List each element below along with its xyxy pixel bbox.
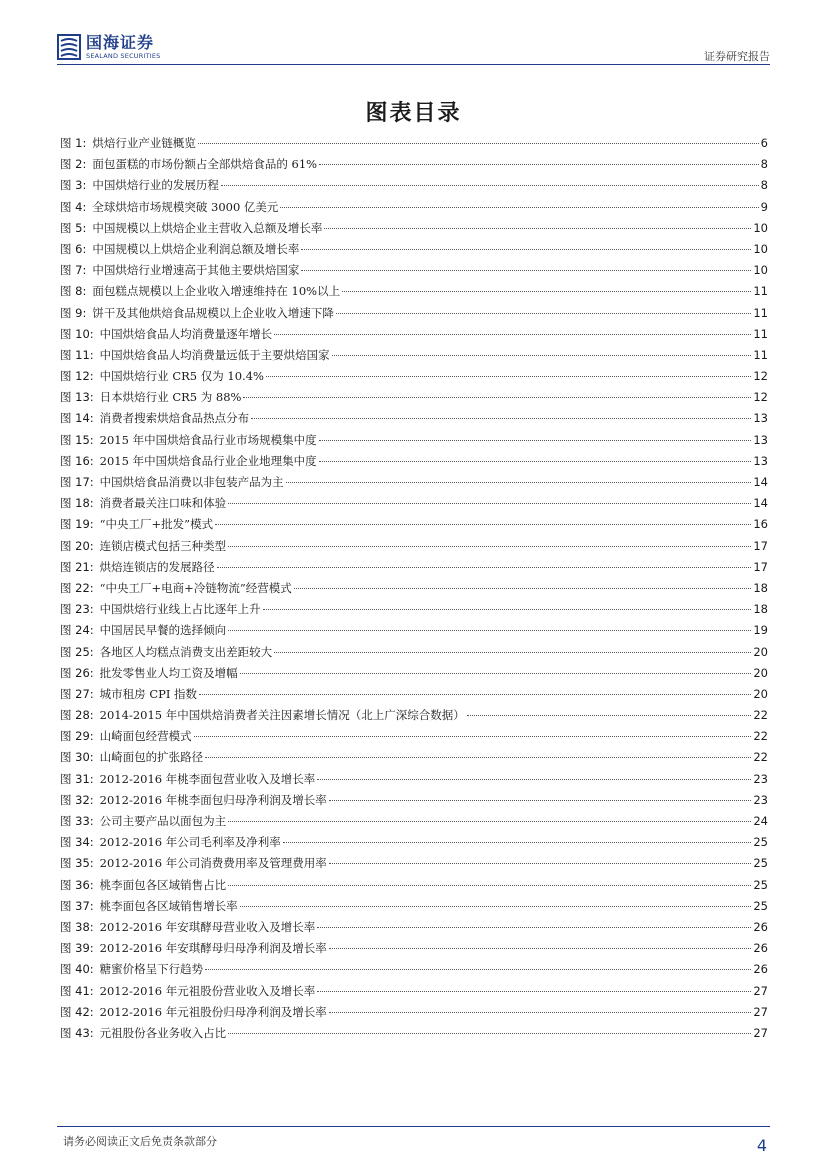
toc-entry[interactable] — [60, 430, 768, 451]
toc-leader-dots — [198, 143, 759, 144]
toc-leader-dots — [228, 503, 751, 504]
toc-entry-page[interactable]: 11 — [753, 284, 768, 299]
page-title: 图表目录 — [365, 100, 462, 126]
toc-leader-dots — [467, 715, 752, 716]
toc-entry[interactable] — [60, 408, 768, 429]
toc-leader-dots — [283, 842, 752, 843]
toc-entry-title[interactable]: 烘焙连锁店的发展路径 — [99, 559, 215, 574]
logo-text-en: SEALAND SECURITIES — [86, 52, 161, 60]
toc-leader-dots — [205, 969, 751, 970]
toc-entry-number: 图 14: — [60, 411, 94, 426]
toc-entry-title[interactable]: 桃李面包各区域销售增长率 — [99, 898, 238, 913]
toc-entry-title[interactable]: 中国烘焙食品消费以非包装产品为主 — [99, 475, 284, 489]
toc-entry-page[interactable]: 10 — [753, 263, 768, 278]
toc-entry[interactable] — [60, 1002, 768, 1023]
toc-entry-number: 图 25: — [60, 644, 94, 659]
toc-entry[interactable] — [60, 938, 768, 959]
toc-entry-page[interactable]: 8 — [760, 178, 768, 193]
toc-entry-title[interactable]: 2014-2015 年中国烘焙消费者关注因素增长情况（北上广深综合数据） — [99, 708, 465, 723]
toc-entry-number: 图 37: — [60, 898, 94, 913]
toc-entry-title[interactable]: 2012-2016 年元祖股份营业收入及增长率 — [99, 983, 316, 998]
toc-entry-title[interactable]: 中国烘焙食品人均消费量逐年增长 — [99, 326, 273, 341]
logo-text-cn: 国海证券 — [86, 33, 155, 52]
toc-entry-page[interactable]: 25 — [753, 835, 768, 850]
toc-entry-number: 图 40: — [60, 962, 94, 977]
toc-entry-title[interactable]: 消费者最关注口味和体验 — [99, 496, 227, 511]
toc-leader-dots — [324, 228, 751, 229]
toc-entry-page[interactable]: 22 — [753, 729, 768, 744]
toc-entry-page[interactable]: 25 — [753, 877, 768, 892]
toc-entry-page[interactable]: 23 — [753, 792, 768, 807]
toc-leader-dots — [329, 800, 752, 801]
toc-leader-dots — [228, 630, 751, 631]
toc-entry-page[interactable]: 13 — [753, 432, 768, 447]
toc-leader-dots — [194, 736, 752, 737]
toc-entry-number: 图 18: — [60, 496, 94, 511]
toc-entry-number: 图 16: — [60, 453, 94, 468]
toc-entry[interactable] — [60, 959, 768, 980]
toc-entry[interactable] — [60, 218, 768, 239]
toc-entry-page[interactable]: 27 — [753, 1004, 768, 1019]
toc-entry-number: 图 38: — [60, 919, 94, 934]
toc-entry-title[interactable]: 各地区人均糕点消费支出差距较大 — [99, 644, 273, 659]
toc-entry-number: 图 8: — [60, 284, 87, 299]
page-number: 4 — [756, 1136, 767, 1155]
toc-entry-page[interactable]: 12 — [753, 369, 768, 384]
toc-leader-dots — [217, 567, 752, 568]
toc-entry-number: 图 19: — [60, 517, 94, 532]
toc-entry-title[interactable]: 中国居民早餐的选择倾向 — [99, 623, 227, 638]
toc-entry-title[interactable]: 元祖股份各业务收入占比 — [99, 1025, 227, 1040]
toc-entry-title[interactable]: “中央工厂+电商+冷链物流”经营模式 — [99, 580, 292, 595]
toc-entry[interactable] — [60, 853, 768, 874]
toc-entry-number: 图 29: — [60, 729, 94, 744]
footer-disclaimer: 请务必阅读正文后免责条款部分 — [63, 1135, 217, 1148]
toc-entry[interactable] — [60, 620, 768, 641]
toc-leader-dots — [205, 757, 751, 758]
toc-entry-number: 图 3: — [60, 178, 87, 193]
toc-entry-page[interactable]: 10 — [753, 241, 768, 256]
toc-entry-page[interactable]: 18 — [753, 580, 768, 595]
toc-entry-number: 图 6: — [60, 241, 87, 256]
toc-entry[interactable] — [60, 387, 768, 408]
toc-entry-page[interactable]: 14 — [753, 496, 768, 511]
toc-entry-page[interactable]: 13 — [753, 411, 768, 426]
toc-leader-dots — [301, 249, 751, 250]
figure-index-list — [60, 133, 768, 1044]
toc-entry[interactable] — [60, 726, 768, 747]
toc-entry-number: 图 36: — [60, 877, 94, 892]
toc-leader-dots — [329, 948, 752, 949]
toc-entry[interactable] — [60, 514, 768, 535]
toc-entry-number: 图 9: — [60, 305, 87, 320]
toc-entry-page[interactable]: 27 — [753, 983, 768, 998]
toc-entry-title[interactable]: 2012-2016 年安琪酵母归母净利润及增长率 — [99, 941, 327, 956]
toc-entry-page[interactable]: 26 — [753, 962, 768, 977]
toc-entry-page[interactable]: 8 — [760, 157, 768, 172]
toc-entry-page[interactable]: 11 — [753, 347, 768, 362]
toc-entry-number: 图 35: — [60, 856, 94, 871]
toc-entry-page[interactable]: 11 — [753, 326, 768, 341]
toc-leader-dots — [317, 991, 751, 992]
toc-entry-number: 图 12: — [60, 369, 94, 384]
toc-entry-title[interactable]: 中国烘焙行业线上占比逐年上升 — [99, 602, 261, 617]
toc-entry-number: 图 41: — [60, 983, 94, 998]
toc-leader-dots — [342, 291, 751, 292]
toc-entry-page[interactable]: 20 — [753, 644, 768, 659]
toc-entry-title[interactable]: 2012-2016 年公司消费费用率及管理费用率 — [99, 856, 327, 871]
toc-entry-number: 图 26: — [60, 665, 94, 680]
toc-entry[interactable] — [60, 303, 768, 324]
toc-entry-title[interactable]: 桃李面包各区域销售占比 — [99, 877, 227, 892]
toc-entry-title[interactable]: 2012-2016 年公司毛利率及净利率 — [99, 835, 281, 850]
toc-entry-title[interactable]: 城市租房 CPI 指数 — [99, 686, 198, 701]
toc-leader-dots — [251, 418, 751, 419]
toc-entry-page[interactable]: 6 — [760, 136, 768, 150]
toc-leader-dots — [228, 546, 751, 547]
toc-leader-dots — [263, 609, 752, 610]
toc-entry-page[interactable]: 10 — [753, 220, 768, 235]
toc-leader-dots — [286, 482, 752, 483]
toc-entry[interactable] — [60, 578, 768, 599]
header-divider — [57, 64, 770, 65]
toc-entry-number: 图 23: — [60, 602, 94, 617]
toc-entry-title[interactable]: 公司主要产品以面包为主 — [99, 814, 227, 828]
toc-entry-title[interactable]: 批发零售业人均工资及增幅 — [99, 665, 238, 680]
toc-entry[interactable] — [60, 811, 768, 832]
toc-entry-title[interactable]: 2012-2016 年元祖股份归母净利润及增长率 — [99, 1004, 327, 1019]
toc-leader-dots — [317, 779, 751, 780]
toc-leader-dots — [329, 863, 752, 864]
toc-entry[interactable] — [60, 769, 768, 790]
toc-entry[interactable] — [60, 324, 768, 345]
toc-entry-number: 图 7: — [60, 263, 87, 278]
toc-entry-title[interactable]: 烘焙行业产业链概览 — [92, 136, 196, 150]
toc-entry-number: 图 28: — [60, 708, 94, 723]
toc-entry[interactable] — [60, 642, 768, 663]
toc-entry[interactable] — [60, 175, 768, 196]
toc-entry-page[interactable]: 25 — [753, 856, 768, 871]
toc-entry-page[interactable]: 18 — [753, 602, 768, 617]
toc-entry-title[interactable]: 中国规模以上烘焙企业利润总额及增长率 — [92, 241, 300, 256]
toc-entry-number: 图 31: — [60, 771, 94, 786]
toc-entry[interactable] — [60, 981, 768, 1002]
toc-entry-title[interactable]: 2012-2016 年桃李面包营业收入及增长率 — [99, 771, 316, 786]
toc-entry-number: 图 27: — [60, 686, 94, 701]
toc-leader-dots — [228, 1033, 751, 1034]
toc-entry[interactable] — [60, 684, 768, 705]
toc-entry-number: 图 13: — [60, 390, 94, 405]
toc-entry-title[interactable]: 全球烘焙市场规模突破 3000 亿美元 — [92, 199, 279, 214]
toc-entry[interactable] — [60, 239, 768, 260]
toc-entry-page[interactable]: 14 — [753, 475, 768, 489]
toc-entry[interactable] — [60, 197, 768, 218]
toc-entry-page[interactable]: 17 — [753, 559, 768, 574]
toc-entry[interactable] — [60, 472, 768, 493]
page-header — [0, 0, 827, 70]
toc-leader-dots — [199, 694, 751, 695]
toc-entry-title[interactable]: 中国烘焙食品人均消费量远低于主要烘焙国家 — [99, 347, 330, 362]
sealand-logo-icon — [57, 34, 81, 60]
toc-entry-number: 图 32: — [60, 792, 94, 807]
toc-leader-dots — [240, 906, 752, 907]
report-type: 证券研究报告 — [704, 50, 770, 63]
toc-entry-page[interactable]: 19 — [753, 623, 768, 638]
toc-leader-dots — [319, 440, 752, 441]
toc-entry[interactable] — [60, 260, 768, 281]
toc-entry-number: 图 11: — [60, 347, 94, 362]
toc-leader-dots — [301, 270, 751, 271]
toc-entry-number: 图 43: — [60, 1025, 94, 1040]
toc-entry-title[interactable]: 日本烘焙行业 CR5 为 88% — [99, 390, 242, 405]
toc-entry[interactable] — [60, 832, 768, 853]
toc-entry-number: 图 33: — [60, 814, 94, 828]
sealand-logo — [57, 34, 187, 62]
toc-entry-page[interactable]: 9 — [760, 199, 768, 214]
toc-leader-dots — [332, 355, 752, 356]
toc-leader-dots — [319, 164, 759, 165]
toc-entry[interactable] — [60, 366, 768, 387]
toc-entry-title[interactable]: 中国规模以上烘焙企业主营收入总额及增长率 — [92, 220, 323, 235]
toc-leader-dots — [228, 821, 751, 822]
toc-entry[interactable] — [60, 557, 768, 578]
toc-entry-page[interactable]: 11 — [753, 305, 768, 320]
toc-leader-dots — [319, 461, 752, 462]
toc-entry-title[interactable]: 糖蜜价格呈下行趋势 — [99, 962, 204, 977]
toc-entry[interactable] — [60, 451, 768, 472]
toc-entry[interactable] — [60, 747, 768, 768]
toc-leader-dots — [240, 673, 752, 674]
toc-entry-title[interactable]: 中国烘焙行业增速高于其他主要烘焙国家 — [92, 263, 300, 278]
toc-entry-number: 图 15: — [60, 432, 94, 447]
toc-entry[interactable] — [60, 790, 768, 811]
toc-entry-number: 图 42: — [60, 1004, 94, 1019]
footer-divider — [57, 1126, 770, 1127]
toc-entry[interactable] — [60, 536, 768, 557]
toc-entry[interactable] — [60, 599, 768, 620]
toc-leader-dots — [294, 588, 752, 589]
toc-entry-title[interactable]: 消费者搜索烘焙食品热点分布 — [99, 411, 250, 426]
toc-entry-title[interactable]: 面包蛋糕的市场份额占全部烘焙食品的 61% — [92, 157, 318, 172]
toc-entry[interactable] — [60, 917, 768, 938]
toc-entry-number: 图 39: — [60, 941, 94, 956]
toc-leader-dots — [221, 185, 759, 186]
toc-entry-title[interactable]: 2015 年中国烘焙食品行业市场规模集中度 — [99, 432, 317, 447]
toc-entry-page[interactable]: 24 — [753, 814, 768, 828]
toc-entry[interactable] — [60, 896, 768, 917]
toc-leader-dots — [336, 313, 752, 314]
toc-entry-title[interactable]: 面包糕点规模以上企业收入增速维持在 10%以上 — [92, 284, 341, 299]
toc-leader-dots — [329, 1012, 752, 1013]
toc-entry-number: 图 34: — [60, 835, 94, 850]
toc-entry-number: 图 20: — [60, 538, 94, 553]
toc-entry-title[interactable]: 饼干及其他烘焙食品规模以上企业收入增速下降 — [92, 305, 334, 320]
toc-entry-title[interactable]: 2012-2016 年桃李面包归母净利润及增长率 — [99, 792, 327, 807]
toc-entry-page[interactable]: 12 — [753, 390, 768, 405]
toc-entry-title[interactable]: 山崎面包经营模式 — [99, 729, 192, 744]
toc-entry-number: 图 30: — [60, 750, 94, 765]
toc-entry-number: 图 4: — [60, 199, 87, 214]
toc-entry-number: 图 5: — [60, 220, 87, 235]
toc-entry-page[interactable]: 13 — [753, 453, 768, 468]
toc-entry[interactable] — [60, 154, 768, 175]
toc-leader-dots — [274, 334, 751, 335]
toc-leader-dots — [274, 652, 751, 653]
toc-entry-title[interactable]: “中央工厂+批发”模式 — [99, 517, 214, 532]
toc-entry-title[interactable]: 山崎面包的扩张路径 — [99, 750, 204, 765]
toc-entry-title[interactable]: 2015 年中国烘焙食品行业企业地理集中度 — [99, 453, 317, 468]
toc-entry-title[interactable]: 中国烘焙行业的发展历程 — [92, 178, 219, 193]
toc-leader-dots — [266, 376, 751, 377]
toc-entry-number: 图 21: — [60, 559, 94, 574]
toc-entry-page[interactable]: 20 — [753, 665, 768, 680]
toc-entry-page[interactable]: 25 — [753, 898, 768, 913]
toc-entry-page[interactable]: 17 — [753, 538, 768, 553]
toc-entry-title[interactable]: 中国烘焙行业 CR5 仅为 10.4% — [99, 369, 264, 384]
toc-entry[interactable] — [60, 875, 768, 896]
toc-entry[interactable] — [60, 345, 768, 366]
toc-entry[interactable] — [60, 493, 768, 514]
toc-entry[interactable] — [60, 663, 768, 684]
toc-entry-page[interactable]: 23 — [753, 771, 768, 786]
toc-leader-dots — [243, 397, 751, 398]
toc-entry[interactable] — [60, 281, 768, 302]
toc-entry[interactable] — [60, 705, 768, 726]
toc-entry-number: 图 22: — [60, 580, 94, 595]
toc-entry[interactable] — [60, 1023, 768, 1044]
toc-entry-page[interactable]: 20 — [753, 686, 768, 701]
toc-leader-dots — [215, 524, 751, 525]
toc-entry-number: 图 10: — [60, 326, 94, 341]
toc-entry-page[interactable]: 22 — [753, 750, 768, 765]
toc-entry-title[interactable]: 2012-2016 年安琪酵母营业收入及增长率 — [99, 919, 316, 934]
toc-entry-page[interactable]: 27 — [753, 1025, 768, 1040]
toc-entry-page[interactable]: 26 — [753, 941, 768, 956]
toc-entry-number: 图 1: — [60, 136, 87, 150]
toc-entry-title[interactable]: 连锁店模式包括三种类型 — [99, 538, 227, 553]
toc-entry-page[interactable]: 22 — [753, 708, 768, 723]
toc-entry-page[interactable]: 26 — [753, 919, 768, 934]
toc-leader-dots — [317, 927, 751, 928]
toc-entry-page[interactable]: 16 — [753, 517, 768, 532]
toc-entry-number: 图 24: — [60, 623, 94, 638]
toc-entry-number: 图 2: — [60, 157, 87, 172]
toc-entry[interactable] — [60, 133, 768, 154]
toc-leader-dots — [228, 885, 751, 886]
toc-entry-number: 图 17: — [60, 475, 94, 489]
toc-leader-dots — [280, 207, 758, 208]
